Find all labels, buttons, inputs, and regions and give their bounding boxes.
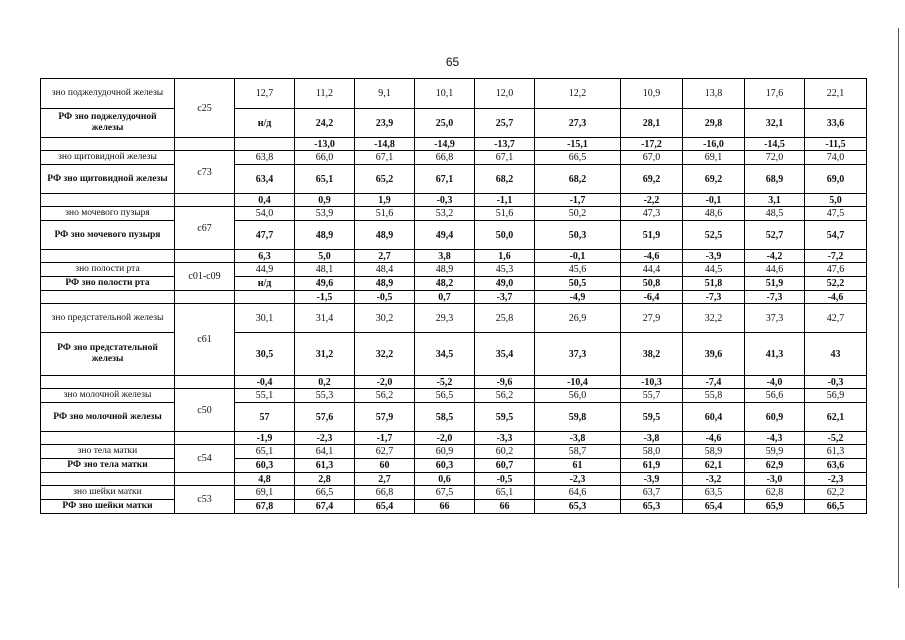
table-row-rf xyxy=(41,459,867,473)
row-label: зно мочевого пузыря xyxy=(41,207,175,221)
row-label: РФ зно тела матки xyxy=(41,459,175,473)
value-cell: 56,9 xyxy=(805,389,867,403)
value-cell: 65,2 xyxy=(355,165,415,194)
value-cell: 29,3 xyxy=(415,304,475,333)
row-label: РФ зно молочной железы xyxy=(41,403,175,432)
value-cell: 5,0 xyxy=(295,250,355,263)
value-cell: 66,5 xyxy=(805,500,867,514)
value-cell: 45,3 xyxy=(475,263,535,277)
value-cell: 69,2 xyxy=(683,165,745,194)
value-cell: 69,2 xyxy=(621,165,683,194)
table-row-rf xyxy=(41,221,867,250)
table-row-zno xyxy=(41,445,867,459)
table-row-diff xyxy=(41,473,867,486)
value-cell: 50,0 xyxy=(475,221,535,250)
value-cell: 37,3 xyxy=(535,333,621,376)
table-row-zno xyxy=(41,151,867,165)
value-cell: -0,3 xyxy=(805,376,867,389)
value-cell: 54,0 xyxy=(235,207,295,221)
value-cell: 13,8 xyxy=(683,79,745,109)
value-cell: 41,3 xyxy=(745,333,805,376)
value-cell: 59,5 xyxy=(621,403,683,432)
value-cell: -3,7 xyxy=(475,291,535,304)
value-cell: -2,2 xyxy=(621,194,683,207)
value-cell: -7,3 xyxy=(745,291,805,304)
value-cell: 0,7 xyxy=(415,291,475,304)
value-cell: -10,4 xyxy=(535,376,621,389)
value-cell: 66,0 xyxy=(295,151,355,165)
value-cell: 67,0 xyxy=(621,151,683,165)
value-cell xyxy=(235,138,295,151)
value-cell: 60,7 xyxy=(475,459,535,473)
icd-code: c25 xyxy=(175,79,235,138)
value-cell: 56,0 xyxy=(535,389,621,403)
value-cell: 1,9 xyxy=(355,194,415,207)
value-cell: 67,1 xyxy=(355,151,415,165)
value-cell: 11,2 xyxy=(295,79,355,109)
value-cell: 50,3 xyxy=(535,221,621,250)
value-cell: 0,2 xyxy=(295,376,355,389)
value-cell: -0,1 xyxy=(535,250,621,263)
value-cell: -0,4 xyxy=(235,376,295,389)
value-cell: 54,7 xyxy=(805,221,867,250)
icd-code xyxy=(175,250,235,263)
value-cell: 48,9 xyxy=(355,277,415,291)
value-cell: -2,3 xyxy=(805,473,867,486)
value-cell: -7,2 xyxy=(805,250,867,263)
row-label: РФ зно щитовидной железы xyxy=(41,165,175,194)
value-cell: -13,7 xyxy=(475,138,535,151)
value-cell: 52,5 xyxy=(683,221,745,250)
value-cell: 31,4 xyxy=(295,304,355,333)
value-cell: -1,5 xyxy=(295,291,355,304)
value-cell: 50,5 xyxy=(535,277,621,291)
value-cell: 61,3 xyxy=(295,459,355,473)
value-cell: 47,3 xyxy=(621,207,683,221)
value-cell: 57 xyxy=(235,403,295,432)
table-row-diff xyxy=(41,194,867,207)
value-cell: 48,9 xyxy=(355,221,415,250)
value-cell: 51,9 xyxy=(745,277,805,291)
value-cell xyxy=(235,291,295,304)
value-cell: 59,8 xyxy=(535,403,621,432)
value-cell: -3,3 xyxy=(475,432,535,445)
value-cell: 65,3 xyxy=(535,500,621,514)
value-cell: 65,4 xyxy=(683,500,745,514)
value-cell: -9,6 xyxy=(475,376,535,389)
value-cell: 66 xyxy=(415,500,475,514)
value-cell: -3,2 xyxy=(683,473,745,486)
value-cell: -10,3 xyxy=(621,376,683,389)
value-cell: -5,2 xyxy=(415,376,475,389)
value-cell: 48,9 xyxy=(295,221,355,250)
value-cell: 59,9 xyxy=(745,445,805,459)
value-cell: 65,3 xyxy=(621,500,683,514)
value-cell: 63,7 xyxy=(621,486,683,500)
value-cell: 51,6 xyxy=(355,207,415,221)
value-cell: 60,3 xyxy=(235,459,295,473)
row-label: зно тела матки xyxy=(41,445,175,459)
value-cell: 62,8 xyxy=(745,486,805,500)
value-cell: 62,9 xyxy=(745,459,805,473)
value-cell: 3,1 xyxy=(745,194,805,207)
value-cell: 12,0 xyxy=(475,79,535,109)
table-row-rf xyxy=(41,500,867,514)
value-cell: 38,2 xyxy=(621,333,683,376)
value-cell: -0,3 xyxy=(415,194,475,207)
value-cell: 51,8 xyxy=(683,277,745,291)
value-cell: 67,1 xyxy=(475,151,535,165)
value-cell: 25,7 xyxy=(475,109,535,138)
value-cell: 27,9 xyxy=(621,304,683,333)
value-cell: 58,9 xyxy=(683,445,745,459)
value-cell: 5,0 xyxy=(805,194,867,207)
value-cell: 24,2 xyxy=(295,109,355,138)
value-cell: н/д xyxy=(235,109,295,138)
value-cell: 30,2 xyxy=(355,304,415,333)
value-cell: -2,3 xyxy=(535,473,621,486)
value-cell: -3,0 xyxy=(745,473,805,486)
icd-code: c73 xyxy=(175,151,235,194)
icd-code xyxy=(175,291,235,304)
value-cell: 0,9 xyxy=(295,194,355,207)
value-cell: 65,1 xyxy=(295,165,355,194)
value-cell: 68,9 xyxy=(745,165,805,194)
value-cell: -2,0 xyxy=(355,376,415,389)
row-label xyxy=(41,291,175,304)
value-cell: 32,2 xyxy=(683,304,745,333)
row-label: РФ зно мочевого пузыря xyxy=(41,221,175,250)
value-cell: 25,0 xyxy=(415,109,475,138)
value-cell: 23,9 xyxy=(355,109,415,138)
value-cell: 64,6 xyxy=(535,486,621,500)
value-cell: 63,4 xyxy=(235,165,295,194)
value-cell: 74,0 xyxy=(805,151,867,165)
value-cell: 62,1 xyxy=(805,403,867,432)
icd-code: c01-c09 xyxy=(175,263,235,291)
value-cell: 57,6 xyxy=(295,403,355,432)
value-cell: -4,3 xyxy=(745,432,805,445)
value-cell: 34,5 xyxy=(415,333,475,376)
icd-code xyxy=(175,432,235,445)
value-cell: 58,0 xyxy=(621,445,683,459)
value-cell: 3,8 xyxy=(415,250,475,263)
value-cell: 45,6 xyxy=(535,263,621,277)
value-cell: 58,5 xyxy=(415,403,475,432)
value-cell: -1,7 xyxy=(355,432,415,445)
table-row-rf xyxy=(41,109,867,138)
row-label: зно предстательной железы xyxy=(41,304,175,333)
value-cell: 67,5 xyxy=(415,486,475,500)
row-label xyxy=(41,194,175,207)
value-cell: 56,5 xyxy=(415,389,475,403)
value-cell: 49,4 xyxy=(415,221,475,250)
value-cell: 60 xyxy=(355,459,415,473)
value-cell: 59,5 xyxy=(475,403,535,432)
value-cell: 4,8 xyxy=(235,473,295,486)
icd-code: c54 xyxy=(175,445,235,473)
value-cell: 60,4 xyxy=(683,403,745,432)
value-cell: 48,9 xyxy=(415,263,475,277)
value-cell: 68,2 xyxy=(475,165,535,194)
value-cell: 67,1 xyxy=(415,165,475,194)
icd-code xyxy=(175,473,235,486)
value-cell: 55,1 xyxy=(235,389,295,403)
value-cell: -4,6 xyxy=(805,291,867,304)
table-row-zno xyxy=(41,389,867,403)
value-cell: 44,9 xyxy=(235,263,295,277)
row-label: зно щитовидной железы xyxy=(41,151,175,165)
icd-code: c67 xyxy=(175,207,235,250)
row-label xyxy=(41,473,175,486)
value-cell: 30,5 xyxy=(235,333,295,376)
value-cell: 69,1 xyxy=(235,486,295,500)
value-cell: 63,6 xyxy=(805,459,867,473)
row-label: РФ зно шейки матки xyxy=(41,500,175,514)
value-cell: -4,0 xyxy=(745,376,805,389)
value-cell: 68,2 xyxy=(535,165,621,194)
value-cell: 60,2 xyxy=(475,445,535,459)
table-row-rf xyxy=(41,333,867,376)
value-cell: 48,6 xyxy=(683,207,745,221)
value-cell: 47,5 xyxy=(805,207,867,221)
value-cell: 33,6 xyxy=(805,109,867,138)
value-cell: 51,9 xyxy=(621,221,683,250)
value-cell: 69,1 xyxy=(683,151,745,165)
value-cell: -13,0 xyxy=(295,138,355,151)
table-row-rf xyxy=(41,277,867,291)
value-cell: 31,2 xyxy=(295,333,355,376)
value-cell: 49,0 xyxy=(475,277,535,291)
icd-code xyxy=(175,376,235,389)
value-cell: 48,1 xyxy=(295,263,355,277)
value-cell: 60,3 xyxy=(415,459,475,473)
value-cell: 66,8 xyxy=(415,151,475,165)
value-cell: 2,7 xyxy=(355,473,415,486)
value-cell: 65,4 xyxy=(355,500,415,514)
value-cell: 67,4 xyxy=(295,500,355,514)
page-number: 65 xyxy=(445,55,460,69)
value-cell: -15,1 xyxy=(535,138,621,151)
row-label xyxy=(41,376,175,389)
value-cell: -4,9 xyxy=(535,291,621,304)
value-cell: 2,8 xyxy=(295,473,355,486)
value-cell: 57,9 xyxy=(355,403,415,432)
value-cell: -6,4 xyxy=(621,291,683,304)
table-row-zno xyxy=(41,207,867,221)
value-cell: 12,2 xyxy=(535,79,621,109)
table-row-diff xyxy=(41,432,867,445)
value-cell: 63,8 xyxy=(235,151,295,165)
row-label: РФ зно поджелудочной железы xyxy=(41,109,175,138)
value-cell: 50,2 xyxy=(535,207,621,221)
value-cell: 55,3 xyxy=(295,389,355,403)
value-cell: 42,7 xyxy=(805,304,867,333)
value-cell: -3,8 xyxy=(535,432,621,445)
row-label xyxy=(41,138,175,151)
table-row-diff xyxy=(41,291,867,304)
icd-code xyxy=(175,194,235,207)
value-cell: 56,2 xyxy=(355,389,415,403)
row-label: зно поджелудочной железы xyxy=(41,79,175,109)
value-cell: 44,5 xyxy=(683,263,745,277)
value-cell: 30,1 xyxy=(235,304,295,333)
value-cell: -17,2 xyxy=(621,138,683,151)
value-cell: н/д xyxy=(235,277,295,291)
value-cell: 47,6 xyxy=(805,263,867,277)
value-cell: 56,6 xyxy=(745,389,805,403)
row-label: зно шейки матки xyxy=(41,486,175,500)
table-row-zno xyxy=(41,486,867,500)
value-cell: -3,9 xyxy=(621,473,683,486)
value-cell: 65,1 xyxy=(235,445,295,459)
value-cell: -14,9 xyxy=(415,138,475,151)
value-cell: 67,8 xyxy=(235,500,295,514)
row-label: РФ зно полости рта xyxy=(41,277,175,291)
value-cell: 47,7 xyxy=(235,221,295,250)
icd-code: c61 xyxy=(175,304,235,376)
value-cell: 56,2 xyxy=(475,389,535,403)
value-cell: 58,7 xyxy=(535,445,621,459)
table-row-rf xyxy=(41,165,867,194)
value-cell: 32,1 xyxy=(745,109,805,138)
value-cell: 53,9 xyxy=(295,207,355,221)
value-cell: -3,9 xyxy=(683,250,745,263)
value-cell: -2,3 xyxy=(295,432,355,445)
table-row-zno xyxy=(41,263,867,277)
value-cell: -1,7 xyxy=(535,194,621,207)
value-cell: 48,4 xyxy=(355,263,415,277)
value-cell: 53,2 xyxy=(415,207,475,221)
row-label xyxy=(41,250,175,263)
scan-edge-line xyxy=(898,28,899,588)
value-cell: 0,6 xyxy=(415,473,475,486)
value-cell: -0,5 xyxy=(475,473,535,486)
value-cell: 66,8 xyxy=(355,486,415,500)
value-cell: 50,8 xyxy=(621,277,683,291)
value-cell: 64,1 xyxy=(295,445,355,459)
value-cell: -16,0 xyxy=(683,138,745,151)
value-cell: 69,0 xyxy=(805,165,867,194)
value-cell: -7,3 xyxy=(683,291,745,304)
value-cell: 32,2 xyxy=(355,333,415,376)
value-cell: 48,2 xyxy=(415,277,475,291)
value-cell: 9,1 xyxy=(355,79,415,109)
value-cell: 44,4 xyxy=(621,263,683,277)
value-cell: 61 xyxy=(535,459,621,473)
value-cell: 62,7 xyxy=(355,445,415,459)
row-label: зно молочной железы xyxy=(41,389,175,403)
value-cell: 48,5 xyxy=(745,207,805,221)
value-cell: 22,1 xyxy=(805,79,867,109)
value-cell: 66,5 xyxy=(535,151,621,165)
value-cell: -1,9 xyxy=(235,432,295,445)
value-cell: 10,9 xyxy=(621,79,683,109)
value-cell: 10,1 xyxy=(415,79,475,109)
value-cell: 37,3 xyxy=(745,304,805,333)
value-cell: 66 xyxy=(475,500,535,514)
icd-code: c53 xyxy=(175,486,235,514)
value-cell: 61,3 xyxy=(805,445,867,459)
value-cell: 55,8 xyxy=(683,389,745,403)
value-cell: 6,3 xyxy=(235,250,295,263)
value-cell: 61,9 xyxy=(621,459,683,473)
value-cell: 44,6 xyxy=(745,263,805,277)
table-row-zno xyxy=(41,304,867,333)
value-cell: 60,9 xyxy=(415,445,475,459)
value-cell: -4,6 xyxy=(621,250,683,263)
value-cell: -0,1 xyxy=(683,194,745,207)
value-cell: 0,4 xyxy=(235,194,295,207)
value-cell: -4,6 xyxy=(683,432,745,445)
value-cell: 66,5 xyxy=(295,486,355,500)
value-cell: -0,5 xyxy=(355,291,415,304)
value-cell: -5,2 xyxy=(805,432,867,445)
value-cell: -14,8 xyxy=(355,138,415,151)
row-label: зно полости рта xyxy=(41,263,175,277)
value-cell: 55,7 xyxy=(621,389,683,403)
incidence-table xyxy=(40,78,867,514)
table-row-zno xyxy=(41,79,867,109)
table-row-diff xyxy=(41,138,867,151)
icd-code: c50 xyxy=(175,389,235,432)
value-cell: 65,1 xyxy=(475,486,535,500)
row-label xyxy=(41,432,175,445)
value-cell: 26,9 xyxy=(535,304,621,333)
value-cell: 28,1 xyxy=(621,109,683,138)
value-cell: 39,6 xyxy=(683,333,745,376)
value-cell: 2,7 xyxy=(355,250,415,263)
value-cell: 27,3 xyxy=(535,109,621,138)
value-cell: 62,2 xyxy=(805,486,867,500)
value-cell: 60,9 xyxy=(745,403,805,432)
value-cell: 43 xyxy=(805,333,867,376)
value-cell: 25,8 xyxy=(475,304,535,333)
value-cell: 35,4 xyxy=(475,333,535,376)
value-cell: 52,2 xyxy=(805,277,867,291)
icd-code xyxy=(175,138,235,151)
value-cell: 29,8 xyxy=(683,109,745,138)
value-cell: -4,2 xyxy=(745,250,805,263)
value-cell: 17,6 xyxy=(745,79,805,109)
value-cell: -2,0 xyxy=(415,432,475,445)
value-cell: -11,5 xyxy=(805,138,867,151)
value-cell: -1,1 xyxy=(475,194,535,207)
table-row-diff xyxy=(41,376,867,389)
value-cell: -3,8 xyxy=(621,432,683,445)
value-cell: -14,5 xyxy=(745,138,805,151)
value-cell: 12,7 xyxy=(235,79,295,109)
value-cell: 62,1 xyxy=(683,459,745,473)
value-cell: -7,4 xyxy=(683,376,745,389)
value-cell: 49,6 xyxy=(295,277,355,291)
value-cell: 1,6 xyxy=(475,250,535,263)
value-cell: 65,9 xyxy=(745,500,805,514)
value-cell: 63,5 xyxy=(683,486,745,500)
table-row-diff xyxy=(41,250,867,263)
table-row-rf xyxy=(41,403,867,432)
value-cell: 52,7 xyxy=(745,221,805,250)
row-label: РФ зно предстательной железы xyxy=(41,333,175,376)
value-cell: 72,0 xyxy=(745,151,805,165)
value-cell: 51,6 xyxy=(475,207,535,221)
